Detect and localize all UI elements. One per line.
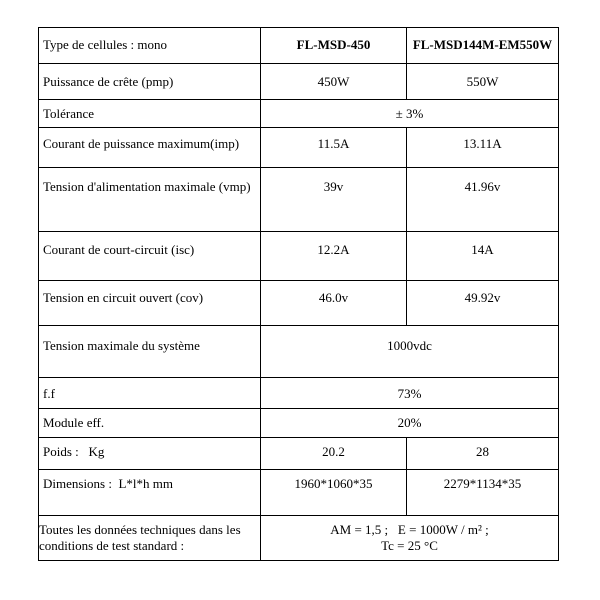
cell-weight-b: 28 [407, 438, 559, 470]
cell-max-system-voltage-value: 1000vdc [261, 326, 559, 378]
cell-weight-label: Poids : Kg [39, 438, 261, 470]
table-row-weight [39, 438, 559, 470]
table-row-test-conditions [39, 516, 559, 561]
test-conditions-label-line1: Toutes les données techniques dans les [39, 522, 241, 537]
cell-tolerance-value: ± 3% [261, 100, 559, 128]
cell-max-power-current-b: 13.11A [407, 128, 559, 168]
cell-dimensions-a: 1960*1060*35 [261, 470, 407, 516]
cell-open-circuit-voltage-label: Tension en circuit ouvert (cov) [39, 281, 261, 326]
table-row-max-system-voltage [39, 326, 559, 378]
cell-dimensions-b: 2279*1134*35 [407, 470, 559, 516]
cell-max-power-voltage-a: 39v [261, 168, 407, 232]
cell-weight-a: 20.2 [261, 438, 407, 470]
cell-max-power-current-label: Courant de puissance maximum(imp) [39, 128, 261, 168]
cell-max-system-voltage-label: Tension maximale du système [39, 326, 261, 378]
cell-peak-power-a: 450W [261, 64, 407, 100]
cell-peak-power-label: Puissance de crête (pmp) [39, 64, 261, 100]
cell-max-power-voltage-label: Tension d'alimentation maximale (vmp) [39, 168, 261, 232]
cell-short-circuit-current-b: 14A [407, 232, 559, 281]
cell-tolerance-label: Tolérance [39, 100, 261, 128]
cell-model-a-header: FL-MSD-450 [261, 28, 407, 64]
table-row-fill-factor [39, 378, 559, 409]
cell-fill-factor-value: 73% [261, 378, 559, 409]
cell-open-circuit-voltage-b: 49.92v [407, 281, 559, 326]
test-conditions-value-line2: Tc = 25 °C [381, 538, 438, 553]
cell-test-conditions-label [39, 516, 261, 561]
table-row-tolerance [39, 100, 559, 128]
cell-fill-factor-label: f.f [39, 378, 261, 409]
specifications-table [38, 27, 559, 561]
cell-model-b-header: FL-MSD144M-EM550W [407, 28, 559, 64]
cell-type-label: Type de cellules : mono [39, 28, 261, 64]
cell-test-conditions-value [261, 516, 559, 561]
table-row-module-efficiency [39, 409, 559, 438]
test-conditions-label-line2: conditions de test standard : [39, 538, 185, 553]
cell-open-circuit-voltage-a: 46.0v [261, 281, 407, 326]
cell-max-power-voltage-b: 41.96v [407, 168, 559, 232]
table-row-peak-power [39, 64, 559, 100]
table-row-open-circuit-voltage [39, 281, 559, 326]
cell-peak-power-b: 550W [407, 64, 559, 100]
table-row-max-power-voltage [39, 168, 559, 232]
table-row-header [39, 28, 559, 64]
cell-short-circuit-current-a: 12.2A [261, 232, 407, 281]
cell-module-efficiency-value: 20% [261, 409, 559, 438]
table-row-dimensions [39, 470, 559, 516]
cell-module-efficiency-label: Module eff. [39, 409, 261, 438]
table-row-short-circuit-current [39, 232, 559, 281]
test-conditions-value-line1: AM = 1,5 ; E = 1000W / m² ; [330, 522, 489, 537]
cell-max-power-current-a: 11.5A [261, 128, 407, 168]
cell-short-circuit-current-label: Courant de court-circuit (isc) [39, 232, 261, 281]
table-row-max-power-current [39, 128, 559, 168]
cell-dimensions-label: Dimensions : L*l*h mm [39, 470, 261, 516]
